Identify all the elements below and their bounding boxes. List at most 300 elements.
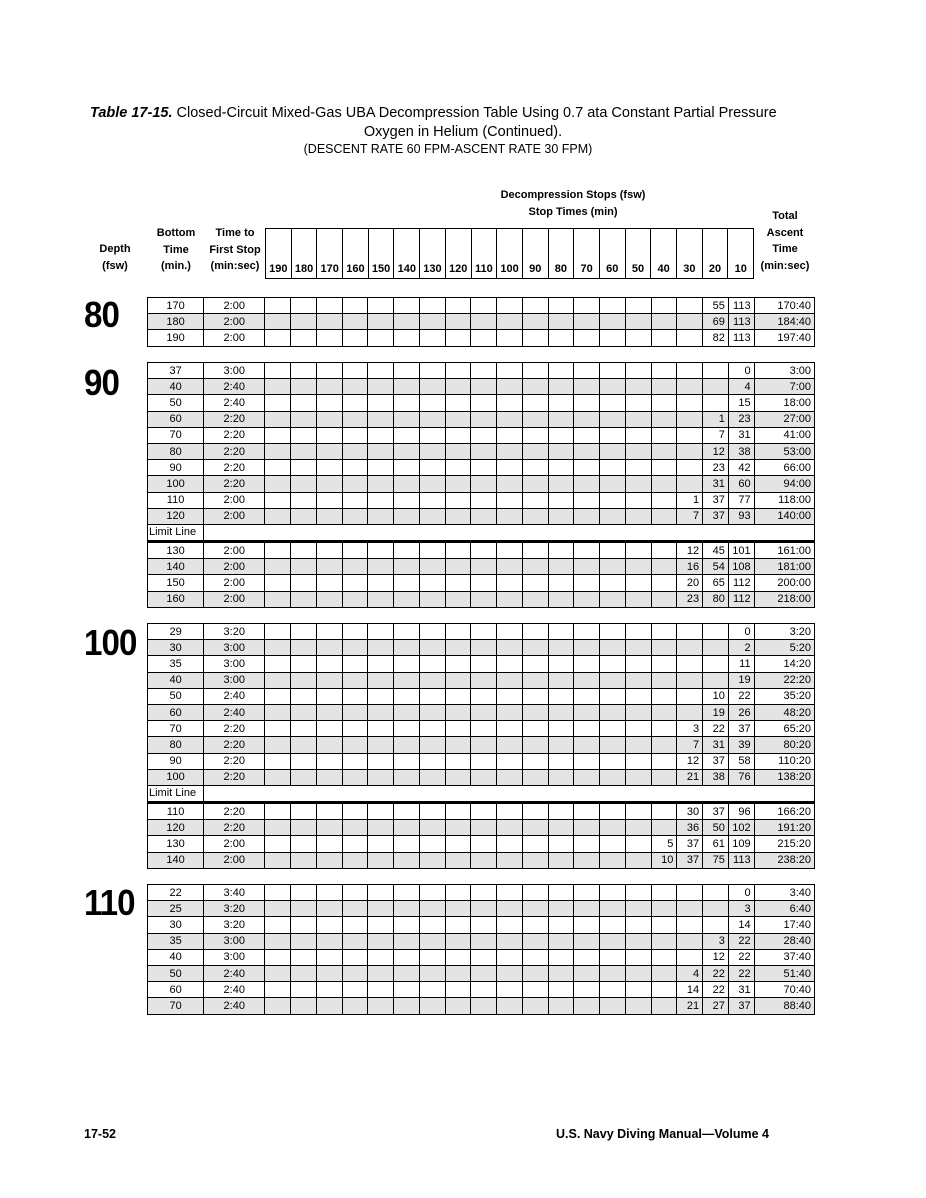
- stop-20-cell: 37: [703, 753, 729, 769]
- stop-120-cell: [445, 379, 471, 395]
- stop-40-cell: [651, 820, 677, 836]
- stop-180-cell: [291, 460, 317, 476]
- stop-60-cell: [600, 965, 626, 981]
- stop-170-cell: [316, 640, 342, 656]
- stop-130-cell: [419, 330, 445, 346]
- stop-header-130: 130: [420, 229, 446, 278]
- stop-20-cell: 50: [703, 820, 729, 836]
- bottom-time-cell: 50: [148, 965, 204, 981]
- stop-80-cell: [548, 443, 574, 459]
- stop-120-cell: [445, 508, 471, 524]
- stop-120-cell: [445, 820, 471, 836]
- stop-140-cell: [394, 591, 420, 607]
- stop-180-cell: [291, 624, 317, 640]
- stop-80-cell: [548, 901, 574, 917]
- time-to-first-stop-cell: 2:40: [204, 965, 265, 981]
- time-to-first-stop-cell: 2:20: [204, 460, 265, 476]
- stop-60-cell: [600, 704, 626, 720]
- table-depth-110: [147, 884, 815, 1015]
- stop-130-cell: [419, 982, 445, 998]
- total-ascent-cell: 191:20: [754, 820, 814, 836]
- stop-140-cell: [394, 917, 420, 933]
- bottom-time-cell: 140: [148, 852, 204, 868]
- stop-60-cell: [600, 688, 626, 704]
- stop-100-cell: [497, 721, 523, 737]
- stop-40-cell: [651, 443, 677, 459]
- stop-160-cell: [342, 395, 368, 411]
- stop-130-cell: [419, 721, 445, 737]
- table-row: [148, 721, 815, 737]
- stop-30-cell: [677, 949, 703, 965]
- stop-10-cell: 22: [728, 965, 754, 981]
- total-ascent-cell: 65:20: [754, 721, 814, 737]
- stop-160-cell: [342, 965, 368, 981]
- stop-70-cell: [574, 411, 600, 427]
- stop-110-cell: [471, 803, 497, 820]
- time-to-first-stop-cell: 2:40: [204, 688, 265, 704]
- stop-140-cell: [394, 721, 420, 737]
- stop-150-cell: [368, 443, 394, 459]
- stop-160-cell: [342, 575, 368, 591]
- stop-70-cell: [574, 460, 600, 476]
- stop-160-cell: [342, 656, 368, 672]
- table-row: [148, 656, 815, 672]
- bottom-time-cell: 120: [148, 508, 204, 524]
- stop-170-cell: [316, 624, 342, 640]
- stop-180-cell: [291, 575, 317, 591]
- time-to-first-stop-cell: 3:00: [204, 656, 265, 672]
- stop-10-cell: 102: [728, 820, 754, 836]
- stop-90-cell: [522, 379, 548, 395]
- bottom-time-cell: 60: [148, 982, 204, 998]
- stop-80-cell: [548, 688, 574, 704]
- time-to-first-stop-cell: 2:00: [204, 492, 265, 508]
- stop-80-cell: [548, 427, 574, 443]
- bottom-time-cell: 130: [148, 542, 204, 559]
- stop-30-cell: [677, 688, 703, 704]
- stop-190-cell: [265, 672, 291, 688]
- stop-70-cell: [574, 624, 600, 640]
- stop-100-cell: [497, 704, 523, 720]
- stop-160-cell: [342, 591, 368, 607]
- bottom-time-cell: 70: [148, 998, 204, 1014]
- stop-140-cell: [394, 298, 420, 314]
- stop-70-cell: [574, 885, 600, 901]
- stop-60-cell: [600, 949, 626, 965]
- stop-100-cell: [497, 640, 523, 656]
- table-row: [148, 769, 815, 785]
- stop-110-cell: [471, 460, 497, 476]
- stop-10-cell: 22: [728, 933, 754, 949]
- stop-150-cell: [368, 803, 394, 820]
- stop-30-cell: [677, 395, 703, 411]
- stop-30-cell: [677, 379, 703, 395]
- stop-130-cell: [419, 542, 445, 559]
- stop-50-cell: [625, 688, 651, 704]
- stop-120-cell: [445, 314, 471, 330]
- stop-30-cell: [677, 363, 703, 379]
- stop-10-cell: 113: [728, 314, 754, 330]
- stop-190-cell: [265, 298, 291, 314]
- stop-160-cell: [342, 298, 368, 314]
- stop-30-cell: [677, 917, 703, 933]
- total-ascent-cell: 6:40: [754, 901, 814, 917]
- stop-180-cell: [291, 836, 317, 852]
- total-ascent-cell: 66:00: [754, 460, 814, 476]
- stop-170-cell: [316, 443, 342, 459]
- total-ascent-cell: 14:20: [754, 656, 814, 672]
- stop-150-cell: [368, 330, 394, 346]
- stop-header-80: 80: [549, 229, 575, 278]
- stop-140-cell: [394, 704, 420, 720]
- stop-90-cell: [522, 591, 548, 607]
- limit-line-row: [148, 524, 815, 541]
- stop-90-cell: [522, 672, 548, 688]
- stop-30-cell: [677, 411, 703, 427]
- stop-80-cell: [548, 836, 574, 852]
- stop-10-cell: 37: [728, 721, 754, 737]
- stop-50-cell: [625, 998, 651, 1014]
- title-line-3: (DESCENT RATE 60 FPM-ASCENT RATE 30 FPM): [303, 142, 593, 156]
- stop-180-cell: [291, 672, 317, 688]
- stop-70-cell: [574, 998, 600, 1014]
- time-to-first-stop-cell: 2:20: [204, 476, 265, 492]
- stop-110-cell: [471, 559, 497, 575]
- stop-120-cell: [445, 640, 471, 656]
- stop-40-cell: [651, 559, 677, 575]
- time-to-first-stop-cell: 2:00: [204, 542, 265, 559]
- stop-30-cell: [677, 640, 703, 656]
- table-row: [148, 575, 815, 591]
- bottom-time-cell: 110: [148, 492, 204, 508]
- stop-190-cell: [265, 769, 291, 785]
- stop-10-cell: 101: [728, 542, 754, 559]
- stop-header-120: 120: [446, 229, 472, 278]
- stop-180-cell: [291, 330, 317, 346]
- stop-80-cell: [548, 704, 574, 720]
- stop-110-cell: [471, 885, 497, 901]
- stop-50-cell: [625, 460, 651, 476]
- total-ascent-cell: 37:40: [754, 949, 814, 965]
- stop-30-cell: 4: [677, 965, 703, 981]
- stop-120-cell: [445, 753, 471, 769]
- stop-180-cell: [291, 885, 317, 901]
- stop-20-cell: 54: [703, 559, 729, 575]
- total-header-line: (min:sec): [760, 259, 810, 272]
- stop-150-cell: [368, 656, 394, 672]
- stop-110-cell: [471, 330, 497, 346]
- stop-140-cell: [394, 803, 420, 820]
- stop-180-cell: [291, 982, 317, 998]
- stop-130-cell: [419, 443, 445, 459]
- bottom-time-cell: 37: [148, 363, 204, 379]
- stop-80-cell: [548, 737, 574, 753]
- stop-120-cell: [445, 559, 471, 575]
- stop-40-cell: [651, 379, 677, 395]
- stop-80-cell: [548, 965, 574, 981]
- stop-130-cell: [419, 737, 445, 753]
- stop-180-cell: [291, 721, 317, 737]
- stop-140-cell: [394, 933, 420, 949]
- table-row: [148, 411, 815, 427]
- stop-20-cell: 27: [703, 998, 729, 1014]
- stop-120-cell: [445, 933, 471, 949]
- stops-header-line: Stop Times (min): [528, 205, 618, 218]
- stop-150-cell: [368, 575, 394, 591]
- stop-50-cell: [625, 803, 651, 820]
- stop-170-cell: [316, 721, 342, 737]
- stop-90-cell: [522, 982, 548, 998]
- stop-150-cell: [368, 508, 394, 524]
- total-ascent-cell: 197:40: [754, 330, 814, 346]
- stop-header-20: 20: [703, 229, 729, 278]
- stop-170-cell: [316, 803, 342, 820]
- stop-170-cell: [316, 852, 342, 868]
- stop-70-cell: [574, 737, 600, 753]
- stop-180-cell: [291, 933, 317, 949]
- stop-140-cell: [394, 820, 420, 836]
- stop-80-cell: [548, 624, 574, 640]
- stop-180-cell: [291, 769, 317, 785]
- stop-40-cell: [651, 460, 677, 476]
- stop-160-cell: [342, 427, 368, 443]
- stop-160-cell: [342, 542, 368, 559]
- stop-80-cell: [548, 330, 574, 346]
- table-row: [148, 753, 815, 769]
- bottom-time-cell: 30: [148, 640, 204, 656]
- stop-20-cell: [703, 640, 729, 656]
- bottom-time-cell: 90: [148, 460, 204, 476]
- stop-150-cell: [368, 704, 394, 720]
- stop-70-cell: [574, 852, 600, 868]
- stop-60-cell: [600, 933, 626, 949]
- stop-30-cell: 16: [677, 559, 703, 575]
- stop-190-cell: [265, 885, 291, 901]
- stop-60-cell: [600, 656, 626, 672]
- stop-80-cell: [548, 411, 574, 427]
- time-to-first-stop-cell: 2:00: [204, 575, 265, 591]
- stop-20-cell: 12: [703, 949, 729, 965]
- stop-150-cell: [368, 688, 394, 704]
- time-to-first-stop-cell: 2:20: [204, 769, 265, 785]
- stop-50-cell: [625, 330, 651, 346]
- table-row: [148, 298, 815, 314]
- stop-190-cell: [265, 542, 291, 559]
- stop-50-cell: [625, 753, 651, 769]
- stop-80-cell: [548, 982, 574, 998]
- stop-80-cell: [548, 933, 574, 949]
- stop-120-cell: [445, 476, 471, 492]
- stop-110-cell: [471, 314, 497, 330]
- total-ascent-cell: 17:40: [754, 917, 814, 933]
- stop-header-150: 150: [369, 229, 395, 278]
- stop-160-cell: [342, 492, 368, 508]
- stop-90-cell: [522, 803, 548, 820]
- time-to-first-stop-cell: 2:40: [204, 998, 265, 1014]
- stop-20-cell: 55: [703, 298, 729, 314]
- stop-100-cell: [497, 885, 523, 901]
- stop-160-cell: [342, 363, 368, 379]
- stop-110-cell: [471, 542, 497, 559]
- stop-header-70: 70: [574, 229, 600, 278]
- stop-30-cell: [677, 443, 703, 459]
- stop-170-cell: [316, 965, 342, 981]
- stop-70-cell: [574, 640, 600, 656]
- stop-170-cell: [316, 298, 342, 314]
- stop-130-cell: [419, 753, 445, 769]
- stop-150-cell: [368, 949, 394, 965]
- stop-30-cell: 12: [677, 753, 703, 769]
- stop-20-cell: 61: [703, 836, 729, 852]
- stop-120-cell: [445, 982, 471, 998]
- stop-50-cell: [625, 575, 651, 591]
- stop-100-cell: [497, 476, 523, 492]
- stop-120-cell: [445, 395, 471, 411]
- total-ascent-cell: 161:00: [754, 542, 814, 559]
- stop-20-cell: 37: [703, 508, 729, 524]
- stop-140-cell: [394, 314, 420, 330]
- total-ascent-cell: 3:20: [754, 624, 814, 640]
- stop-170-cell: [316, 379, 342, 395]
- bottom-time-cell: 35: [148, 933, 204, 949]
- stop-depth-headers: [265, 228, 754, 279]
- stop-20-cell: 19: [703, 704, 729, 720]
- stop-40-cell: [651, 885, 677, 901]
- stop-170-cell: [316, 314, 342, 330]
- stop-50-cell: [625, 917, 651, 933]
- stop-80-cell: [548, 753, 574, 769]
- first-stop-header-line: First Stop: [209, 243, 261, 256]
- stop-170-cell: [316, 917, 342, 933]
- stop-30-cell: [677, 427, 703, 443]
- stop-190-cell: [265, 737, 291, 753]
- stop-170-cell: [316, 753, 342, 769]
- stop-140-cell: [394, 885, 420, 901]
- stop-90-cell: [522, 575, 548, 591]
- stop-130-cell: [419, 917, 445, 933]
- stop-40-cell: [651, 363, 677, 379]
- stop-100-cell: [497, 379, 523, 395]
- title-text: Closed-Circuit Mixed-Gas UBA Decompression Table Using 0.7 ata Constant Partial Pressure: [176, 105, 777, 121]
- stop-180-cell: [291, 949, 317, 965]
- bottom-time-cell: 40: [148, 379, 204, 395]
- time-to-first-stop-cell: 3:00: [204, 933, 265, 949]
- total-ascent-cell: 5:20: [754, 640, 814, 656]
- stop-60-cell: [600, 411, 626, 427]
- stop-120-cell: [445, 542, 471, 559]
- stop-70-cell: [574, 427, 600, 443]
- stop-140-cell: [394, 427, 420, 443]
- stop-80-cell: [548, 656, 574, 672]
- stop-160-cell: [342, 803, 368, 820]
- stop-40-cell: [651, 721, 677, 737]
- stop-50-cell: [625, 901, 651, 917]
- stop-70-cell: [574, 559, 600, 575]
- stop-70-cell: [574, 917, 600, 933]
- total-ascent-cell: 118:00: [754, 492, 814, 508]
- table-row: [148, 379, 815, 395]
- depth-label-110: 110: [84, 882, 135, 923]
- stop-180-cell: [291, 363, 317, 379]
- stop-120-cell: [445, 852, 471, 868]
- stop-header-30: 30: [677, 229, 703, 278]
- stop-40-cell: [651, 427, 677, 443]
- stop-90-cell: [522, 411, 548, 427]
- stop-130-cell: [419, 395, 445, 411]
- stop-10-cell: 113: [728, 852, 754, 868]
- stop-100-cell: [497, 314, 523, 330]
- manual-title: U.S. Navy Diving Manual—Volume 4: [556, 1127, 770, 1141]
- stop-80-cell: [548, 917, 574, 933]
- depth-header-line: Depth: [99, 243, 131, 255]
- limit-line-bar: [204, 785, 815, 802]
- stop-120-cell: [445, 624, 471, 640]
- stop-20-cell: 37: [703, 803, 729, 820]
- stop-100-cell: [497, 852, 523, 868]
- stop-130-cell: [419, 640, 445, 656]
- stop-150-cell: [368, 476, 394, 492]
- stop-80-cell: [548, 640, 574, 656]
- stop-10-cell: 96: [728, 803, 754, 820]
- stop-30-cell: [677, 330, 703, 346]
- stop-140-cell: [394, 688, 420, 704]
- stop-190-cell: [265, 933, 291, 949]
- stop-190-cell: [265, 559, 291, 575]
- stop-30-cell: 30: [677, 803, 703, 820]
- stop-70-cell: [574, 314, 600, 330]
- stop-120-cell: [445, 917, 471, 933]
- stop-10-cell: 113: [728, 330, 754, 346]
- stop-60-cell: [600, 803, 626, 820]
- stop-40-cell: [651, 933, 677, 949]
- stop-150-cell: [368, 769, 394, 785]
- stop-30-cell: 36: [677, 820, 703, 836]
- stop-120-cell: [445, 688, 471, 704]
- stop-60-cell: [600, 298, 626, 314]
- stop-10-cell: 38: [728, 443, 754, 459]
- stop-120-cell: [445, 672, 471, 688]
- stop-30-cell: [677, 476, 703, 492]
- stop-110-cell: [471, 363, 497, 379]
- stop-160-cell: [342, 411, 368, 427]
- stop-160-cell: [342, 559, 368, 575]
- stop-header-110: 110: [472, 229, 498, 278]
- total-ascent-cell: 70:40: [754, 982, 814, 998]
- stop-190-cell: [265, 379, 291, 395]
- stop-150-cell: [368, 363, 394, 379]
- stop-60-cell: [600, 460, 626, 476]
- stop-30-cell: [677, 901, 703, 917]
- bottom-time-cell: 170: [148, 298, 204, 314]
- bottom-time-cell: 29: [148, 624, 204, 640]
- stop-70-cell: [574, 688, 600, 704]
- stop-50-cell: [625, 395, 651, 411]
- stop-190-cell: [265, 427, 291, 443]
- table-row: [148, 492, 815, 508]
- stop-150-cell: [368, 314, 394, 330]
- stop-180-cell: [291, 965, 317, 981]
- stop-120-cell: [445, 769, 471, 785]
- table-row: [148, 460, 815, 476]
- stop-190-cell: [265, 836, 291, 852]
- stop-50-cell: [625, 411, 651, 427]
- stop-110-cell: [471, 704, 497, 720]
- stop-190-cell: [265, 998, 291, 1014]
- stop-10-cell: 93: [728, 508, 754, 524]
- stop-100-cell: [497, 737, 523, 753]
- stop-110-cell: [471, 982, 497, 998]
- stop-130-cell: [419, 885, 445, 901]
